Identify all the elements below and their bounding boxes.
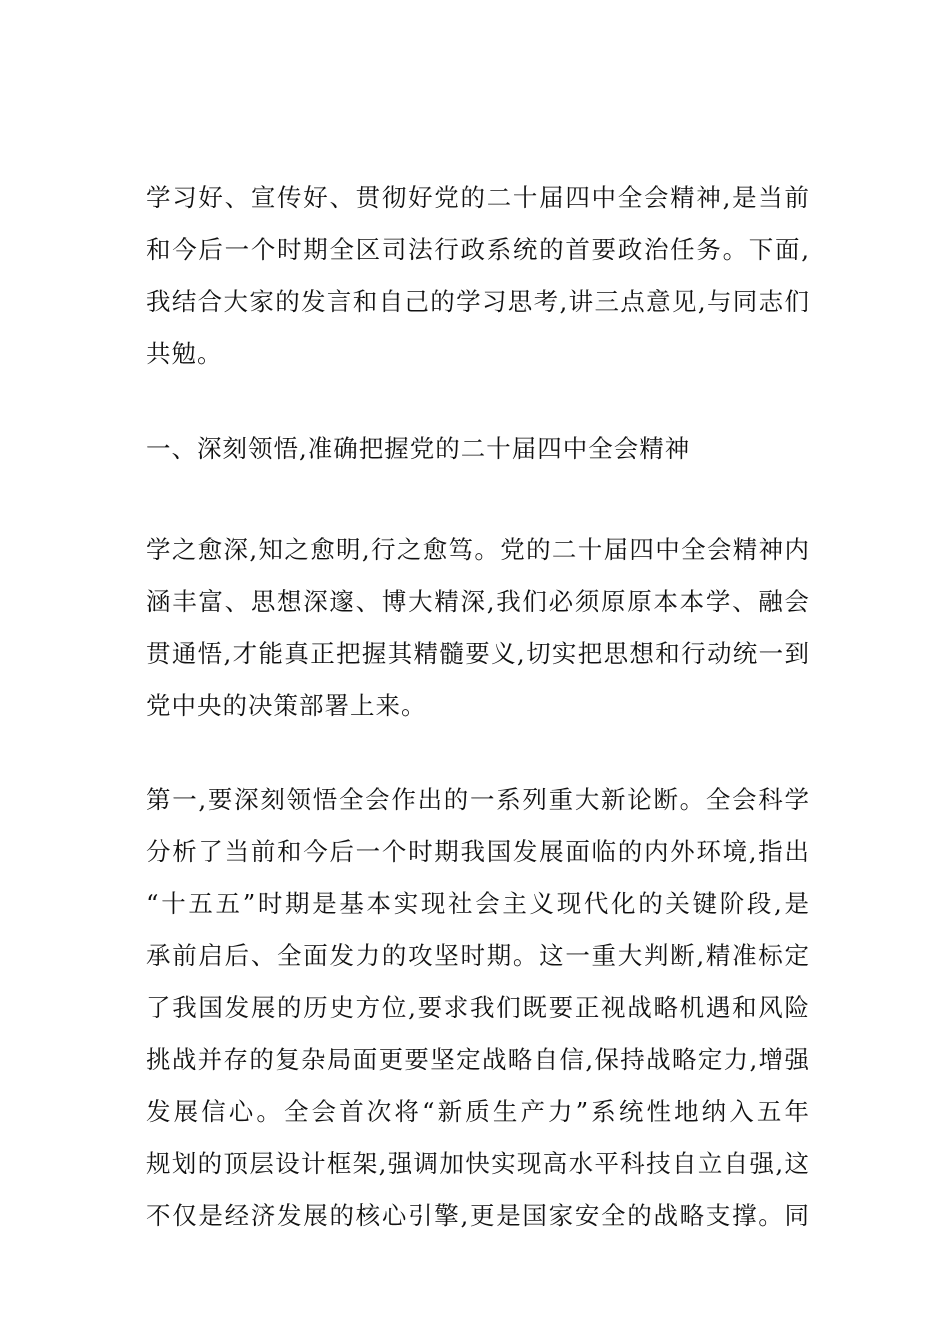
text-line: 不仅是经济发展的核心引擎,更是国家安全的战略支撑。同 xyxy=(146,1201,810,1230)
text-line: 学之愈深,知之愈明,行之愈笃。党的二十届四中全会精神内 xyxy=(146,535,810,564)
intro-paragraph xyxy=(146,172,810,380)
text-line: 规划的顶层设计框架,强调加快实现高水平科技自立自强,这 xyxy=(146,1149,810,1178)
text-line: 承前启后、全面发力的攻坚时期。这一重大判断,精准标定 xyxy=(146,941,810,970)
text-line: 贯通悟,才能真正把握其精髓要义,切实把思想和行动统一到 xyxy=(146,639,810,668)
heading-text: 一、深刻领悟,准确把握党的二十届四中全会精神 xyxy=(146,434,691,463)
text-line: 分析了当前和今后一个时期我国发展面临的内外环境,指出 xyxy=(146,837,810,866)
body-paragraph xyxy=(146,524,810,732)
text-line: 共勉。 xyxy=(146,339,223,368)
body-paragraph xyxy=(146,774,810,1242)
text-line: 我结合大家的发言和自己的学习思考,讲三点意见,与同志们 xyxy=(146,287,810,316)
text-line: 党中央的决策部署上来。 xyxy=(146,691,427,720)
text-line: “十五五”时期是基本实现社会主义现代化的关键阶段,是 xyxy=(146,889,810,918)
text-line: 第一,要深刻领悟全会作出的一系列重大新论断。全会科学 xyxy=(146,785,810,814)
text-line: 和今后一个时期全区司法行政系统的首要政治任务。下面, xyxy=(146,235,810,264)
text-line: 涵丰富、思想深邃、博大精深,我们必须原原本本学、融会 xyxy=(146,587,810,616)
text-line: 挑战并存的复杂局面更要坚定战略自信,保持战略定力,增强 xyxy=(146,1045,810,1074)
text-line: 学习好、宣传好、贯彻好党的二十届四中全会精神,是当前 xyxy=(146,183,810,212)
section-heading xyxy=(146,423,810,475)
text-line: 发展信心。全会首次将“新质生产力”系统性地纳入五年 xyxy=(146,1097,810,1126)
text-line: 了我国发展的历史方位,要求我们既要正视战略机遇和风险 xyxy=(146,993,810,1022)
